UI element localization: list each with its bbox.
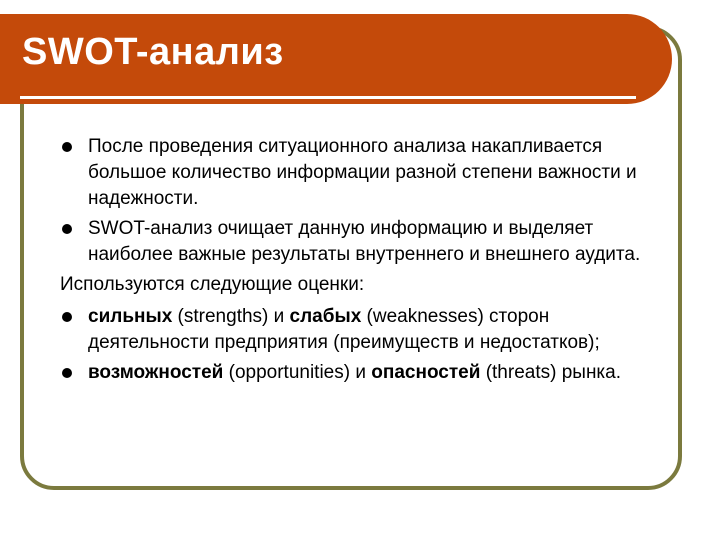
weaknesses-term: слабых [289, 306, 362, 327]
weaknesses-gloss: (weaknesses) сторон деятельности предприятия (преимуществ и недостатков); [88, 306, 600, 353]
threats-term: опасностей [371, 362, 481, 383]
bullet-dot-icon [62, 312, 72, 322]
bullet-text: SWOT-анализ очищает данную информацию и выделяет наиболее важные результаты внутреннего и внешнего аудита. [88, 218, 641, 265]
assessments-intro: Используются следующие оценки: [60, 274, 365, 295]
opportunities-gloss: (opportunities) и [223, 362, 372, 383]
bullet-item-opportunities-threats [60, 360, 660, 386]
bullet-dot-icon [62, 368, 72, 378]
bullet-item-strengths-weaknesses [60, 304, 660, 356]
strengths-gloss: (strengths) и [172, 306, 290, 327]
bullet-item [60, 216, 660, 268]
bullet-item [60, 134, 660, 212]
title-underline [20, 96, 636, 99]
slide-body [60, 134, 660, 390]
strengths-term: сильных [88, 306, 173, 327]
slide-title: SWOT-анализ [22, 31, 284, 73]
bullet-dot-icon [62, 224, 72, 234]
opportunities-term: возможностей [88, 362, 224, 383]
bullet-dot-icon [62, 142, 72, 152]
threats-gloss: (threats) рынка. [480, 362, 622, 383]
bullet-text: После проведения ситуационного анализа накапливается большое количество информации разной степени важности и надежности. [88, 136, 637, 209]
